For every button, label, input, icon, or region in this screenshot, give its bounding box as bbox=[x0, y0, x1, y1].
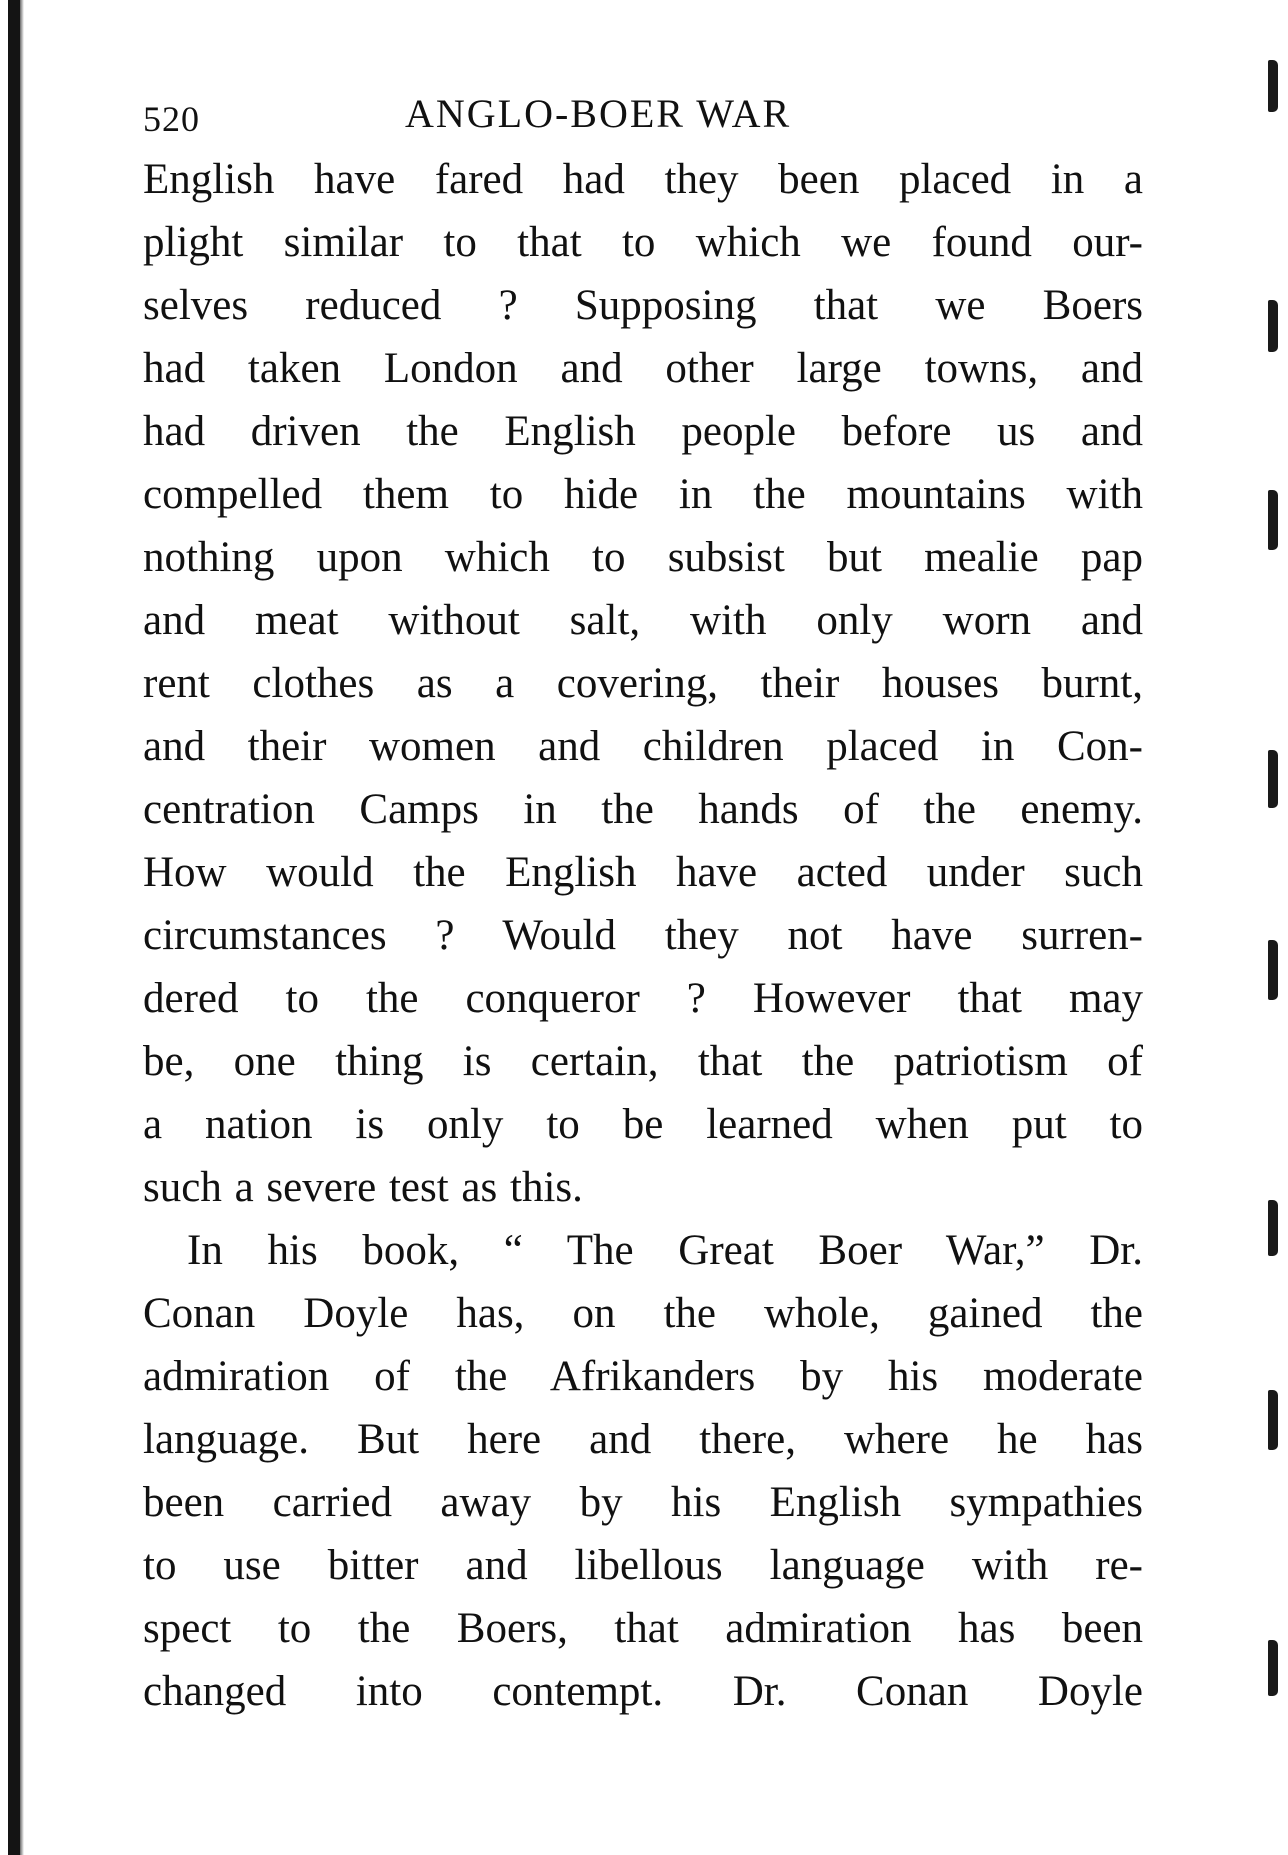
text-line: a nation is only to be learned when put to bbox=[143, 1101, 1143, 1148]
edge-mark bbox=[1268, 1640, 1278, 1696]
text-line: had taken London and other large towns, and bbox=[143, 345, 1143, 392]
edge-mark bbox=[1268, 1390, 1278, 1450]
text-line: been carried away by his English sympathies bbox=[143, 1479, 1143, 1526]
text-line: In his book, “ The Great Boer War,” Dr. bbox=[187, 1227, 1143, 1274]
text-line: centration Camps in the hands of the enemy. bbox=[143, 786, 1143, 833]
text-line: Conan Doyle has, on the whole, gained the bbox=[143, 1290, 1143, 1337]
facing-page-edge bbox=[1262, 0, 1288, 1855]
text-line: circumstances ? Would they not have surren- bbox=[143, 912, 1143, 959]
text-line: had driven the English people before us and bbox=[143, 408, 1143, 455]
binding-shadow bbox=[20, 0, 24, 1855]
text-line: How would the English have acted under such bbox=[143, 849, 1143, 896]
text-line: spect to the Boers, that admiration has been bbox=[143, 1605, 1143, 1652]
text-line: such a severe test as this. bbox=[143, 1164, 583, 1211]
edge-mark bbox=[1268, 1200, 1278, 1256]
text-line: dered to the conqueror ? However that may bbox=[143, 975, 1143, 1022]
body-text bbox=[143, 148, 1143, 1723]
edge-mark bbox=[1268, 60, 1278, 112]
text-line: rent clothes as a covering, their houses burnt, bbox=[143, 660, 1143, 707]
binding-edge bbox=[8, 0, 20, 1855]
text-line: language. But here and there, where he has bbox=[143, 1416, 1143, 1463]
text-line: admiration of the Afrikanders by his moderate bbox=[143, 1353, 1143, 1400]
edge-mark bbox=[1268, 300, 1278, 352]
text-line: to use bitter and libellous language with re- bbox=[143, 1542, 1143, 1589]
page-number: 520 bbox=[143, 99, 200, 139]
edge-mark bbox=[1268, 750, 1278, 808]
text-line: selves reduced ? Supposing that we Boers bbox=[143, 282, 1143, 329]
text-line: changed into contempt. Dr. Conan Doyle bbox=[143, 1668, 1143, 1715]
text-line: compelled them to hide in the mountains with bbox=[143, 471, 1143, 518]
text-line: plight similar to that to which we found our- bbox=[143, 219, 1143, 266]
running-head bbox=[143, 90, 1143, 148]
text-line: and their women and children placed in Con- bbox=[143, 723, 1143, 770]
text-line: and meat without salt, with only worn and bbox=[143, 597, 1143, 644]
text-line: nothing upon which to subsist but mealie pap bbox=[143, 534, 1143, 581]
text-line: be, one thing is certain, that the patriotism of bbox=[143, 1038, 1143, 1085]
edge-mark bbox=[1268, 490, 1278, 550]
running-title: ANGLO-BOER WAR bbox=[405, 91, 792, 136]
text-line: English have fared had they been placed in a bbox=[143, 156, 1143, 203]
edge-mark bbox=[1268, 940, 1278, 1000]
book-page bbox=[143, 90, 1143, 1723]
